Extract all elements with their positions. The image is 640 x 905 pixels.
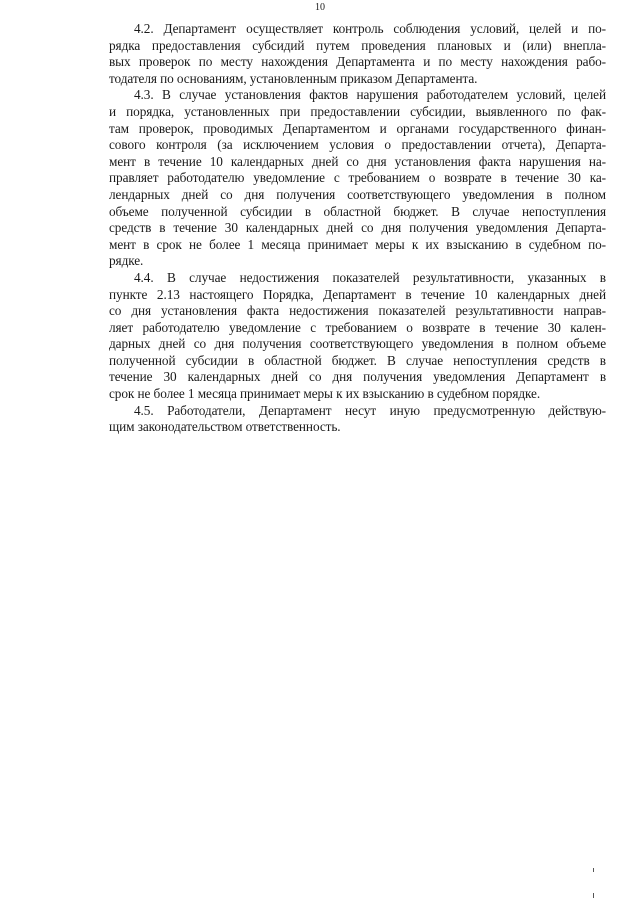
text-line: 4.5. Работодатели, Департамент несут иную предусмотренную действую- [134, 402, 606, 418]
text-line: дарных дней со дня получения соответствующего уведомления в полном объеме [109, 336, 606, 352]
text-line: щим законодательством ответственность. [109, 419, 341, 435]
text-line: объеме полученной субсидии в областной бюджет. В случае непоступления [109, 203, 606, 219]
text-line: со дня установления факта недостижения показателей результативности направ- [109, 303, 606, 319]
text-line: течение 30 календарных дней со дня получения уведомления Департамент в [109, 369, 606, 385]
text-line: рядка предоставления субсидий путем проведения плановых и (или) внепла- [109, 37, 606, 53]
text-line: ляет работодателю уведомление с требованием о возврате в течение 30 кален- [109, 319, 606, 335]
text-line: мент в срок не более 1 месяца принимает меры к их взысканию в судебном по- [109, 236, 606, 252]
text-line: полученной субсидии в областной бюджет. В случае непоступления средств в [109, 352, 606, 368]
paragraph-4-4 [84, 270, 606, 403]
text-line: средств в течение 30 календарных дней со дня получения уведомления Департа- [109, 220, 606, 236]
text-line: лендарных дней со дня получения соответствующего уведомления в полном [109, 186, 606, 202]
text-line: срок не более 1 месяца принимает меры к их взысканию в судебном порядке. [109, 386, 541, 402]
text-line: вых проверок по месту нахождения Департамента и по месту нахождения рабо- [109, 54, 606, 70]
text-line: правляет работодателю уведомление с требованием о возврате в течение 30 ка- [109, 170, 606, 186]
page-number: 10 [315, 2, 325, 13]
text-line: пункте 2.13 настоящего Порядка, Департамент в течение 10 календарных дней [109, 286, 606, 302]
text-line: и порядка, установленных при предоставлении субсидии, выявленного по фак- [109, 103, 606, 119]
text-line: сового контроля (за исключением условия о предоставлении отчета), Департа- [109, 137, 606, 153]
text-line: рядке. [109, 253, 144, 269]
text-line: мент в течение 10 календарных дней со дня установления факта нарушения на- [109, 153, 606, 169]
text-line: 4.2. Департамент осуществляет контроль соблюдения условий, целей и по- [134, 21, 606, 36]
scan-artifact-mark [593, 868, 594, 872]
text-line: тодателя по основаниям, установленным приказом Департамента. [109, 70, 478, 86]
paragraph-4-2 [84, 21, 606, 87]
scan-artifact-mark [593, 893, 594, 898]
text-line: там проверок, проводимых Департаментом и органами государственного финан- [109, 120, 606, 136]
document-body [84, 21, 606, 436]
text-line: 4.4. В случае недостижения показателей результативности, указанных в [134, 269, 606, 285]
paragraph-4-5 [84, 403, 606, 436]
paragraph-4-3 [84, 87, 606, 270]
text-line: 4.3. В случае установления фактов нарушения работодателем условий, целей [134, 87, 606, 103]
